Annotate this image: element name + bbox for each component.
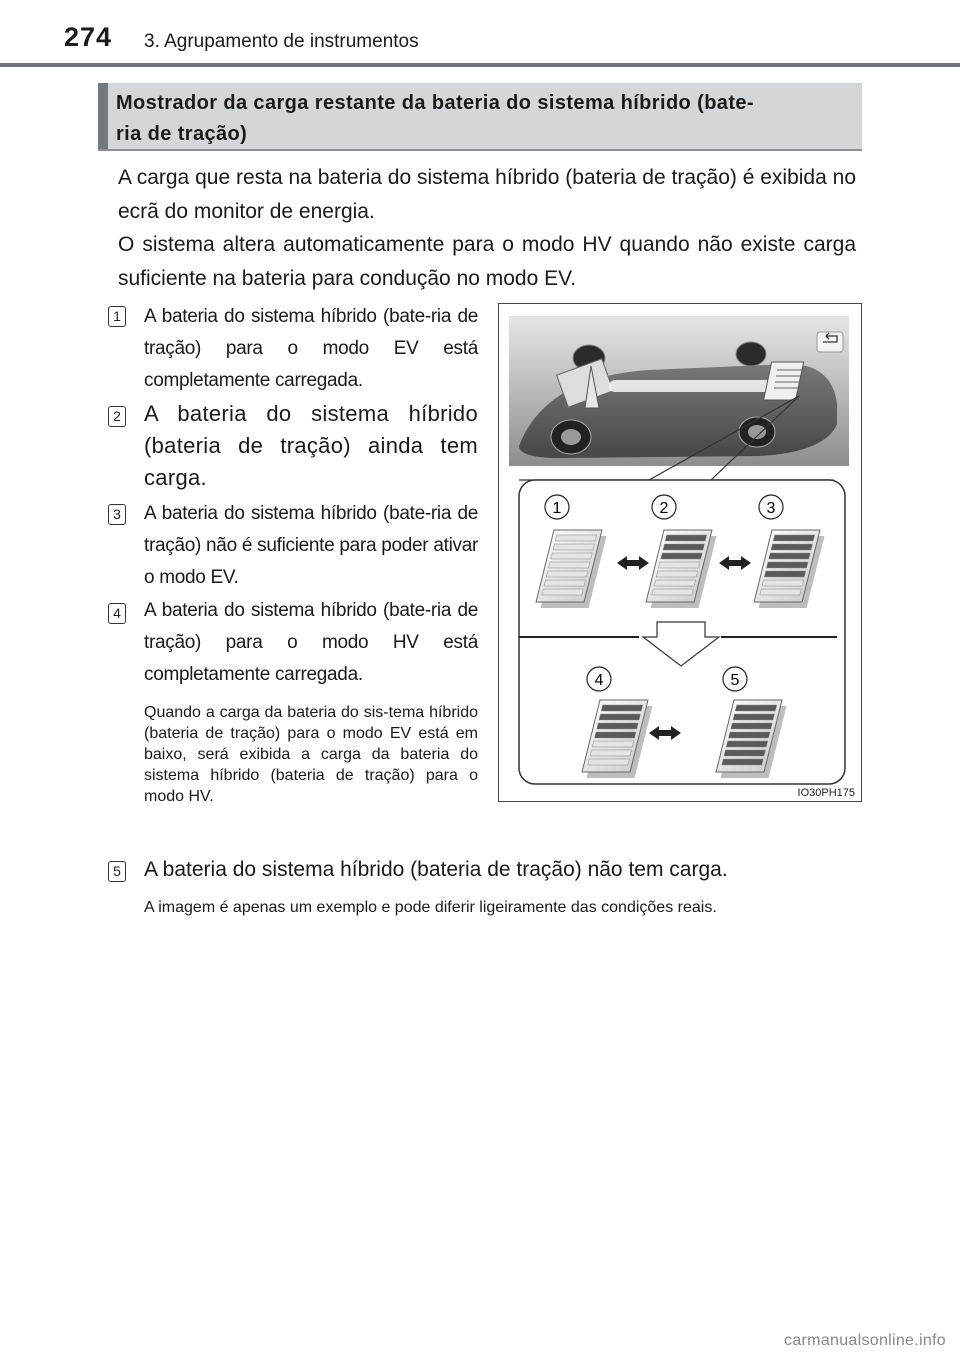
power-line [609,380,789,392]
section-heading-box [98,83,862,149]
item-marker-4: 4 [108,603,126,624]
item-4-note: Quando a carga da bateria do sis-tema híbrido (bateria de tração) para o modo EV está em baixo, será exibida a carga da bateria do sistema híbrido (bateria de tração) para o modo HV. [144,704,478,805]
footnote: A imagem é apenas um exemplo e pode diferir ligeiramente das condições reais. [144,899,717,916]
wheel [736,342,766,366]
wheel-rim [561,429,581,445]
svg-text:3: 3 [766,500,776,517]
battery-charge-figure [498,303,862,802]
callout-2 [652,495,676,519]
svg-text:5: 5 [730,672,740,689]
callout-1 [545,495,569,519]
figure-illustration [499,304,863,803]
intro-paragraph-2: O sistema altera automaticamente para o modo HV quando não existe carga suficiente na bateria para condução no modo EV. [118,233,856,290]
page-number: 274 [64,22,113,52]
callout-4 [587,667,611,691]
item-text-4: A bateria do sistema híbrido (bate-ria de tração) para o modo HV está completamente carregada. [144,600,478,685]
svg-text:2: 2 [659,500,669,517]
svg-text:1: 1 [552,500,562,517]
item-marker-2: 2 [108,406,126,427]
item-text-1: A bateria do sistema híbrido (bate-ria de tração) para o modo EV está completamente carregada. [144,306,478,391]
item-marker-1: 1 [108,306,126,327]
item-marker-3: 3 [108,504,126,525]
callout-5 [723,667,747,691]
section-rule [98,149,862,151]
item-text-2: A bateria do sistema híbrido (bateria de tração) ainda tem carga. [144,401,478,490]
item-text-3: A bateria do sistema híbrido (bate-ria de tração) não é suficiente para poder ativar o modo EV. [144,503,478,588]
item-marker-5: 5 [108,861,126,882]
callout-3 [759,495,783,519]
header-rule [0,63,960,67]
energy-monitor-screen [509,316,849,466]
intro-paragraph-1: A carga que resta na bateria do sistema híbrido (bateria de tração) é exibida no ecrã do monitor de energia. [118,166,856,223]
watermark: carmanualsonline.info [784,1332,946,1349]
section-title-line-1: Mostrador da carga restante da bateria do sistema híbrido (bate- [116,92,754,114]
figure-code: IO30PH175 [797,787,855,799]
section-title-line-2: ria de tração) [116,123,248,145]
svg-text:4: 4 [594,672,604,689]
chapter-title: 3. Agrupamento de instrumentos [144,31,419,52]
item-text-5: A bateria do sistema híbrido (bateria de tração) não tem carga. [144,858,728,881]
